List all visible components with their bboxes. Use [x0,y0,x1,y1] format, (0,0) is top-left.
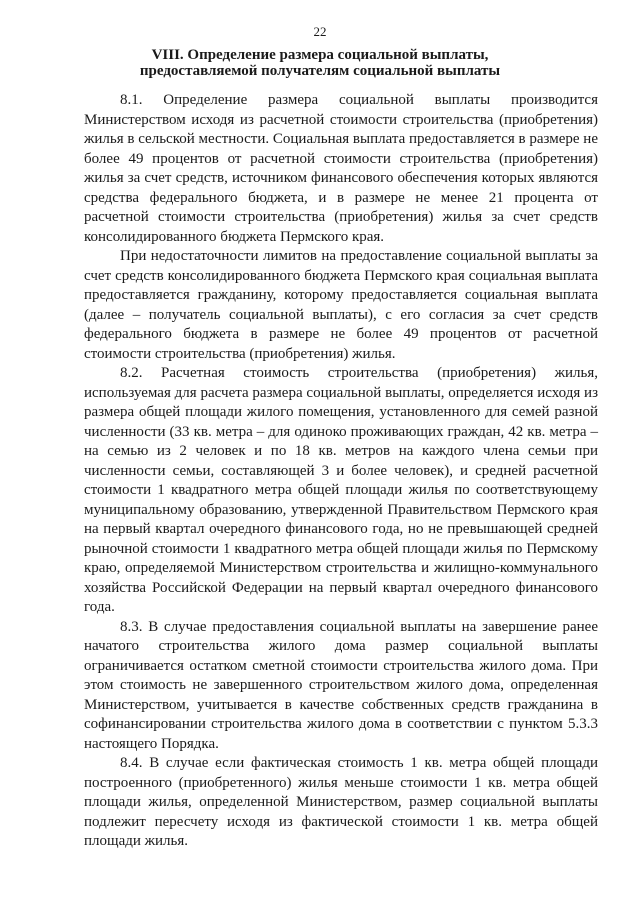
section-title-line-1: VIII. Определение размера социальной выплаты, [151,47,489,63]
paragraph-8-2: 8.2. Расчетная стоимость строительства (приобретения) жилья, используемая для расчета размера социальной выплаты, определяется исходя из размера общей площади жилого помещения, установленного для семей разной численности (33 кв. метра – для одиноко проживающих граждан, 42 кв. метра – на семью из 2 человек и по 18 кв. метров на каждого члена семьи при численности семьи, составляющей 3 и более человек), и средней расчетной стоимости 1 квадратного метра общей площади жилья по соответствующему муниципальному образованию, утвержденной Правительством Пермского края на первый квартал очередного финансового года, но не превышающей средней рыночной стоимости 1 квадратного метра общей площади жилья по Пермскому краю, определяемой Министерством строительства и жилищно-коммунального хозяйства Российской Федерации на первый квартал очередного финансового года. [84,365,598,615]
document-body [84,91,598,852]
section-title-line-2: предоставляемой получателям социальной выплаты [139,63,501,79]
paragraph-8-1-continuation: При недостаточности лимитов на предоставление социальной выплаты за счет средств консолидированного бюджета Пермского края социальная выплата предоставляется гражданину, которому предоставляется социальная выплата (далее – получатель социальной выплаты), с его согласия за счет средств федерального бюджета в размере не более 49 процентов от расчетной стоимости строительства (приобретения) жилья. [84,248,598,362]
section-title [80,47,560,79]
paragraph-8-3: 8.3. В случае предоставления социальной выплаты на завершение ранее начатого строительства жилого дома размер социальной выплаты ограничивается остатком сметной стоимости строительства жилого дома. При этом стоимость не завершенного строительством жилого дома, определенная Министерством, учитывается в качестве собственных средств гражданина в софинансировании строительства жилого дома в соответствии с пунктом 5.3.3 настоящего Порядка. [84,618,598,752]
paragraph-8-1: 8.1. Определение размера социальной выплаты производится Министерством исходя из расчетной стоимости строительства (приобретения) жилья в сельской местности. Социальная выплата предоставляется в размере не более 49 процентов от расчетной стоимости строительства (приобретения) жилья за счет средств, источником финансового обеспечения которых являются средства федерального бюджета, и в размере не менее 21 процента от расчетной стоимости строительства (приобретения) жилья за счет средств консолидированного бюджета Пермского края. [84,92,598,245]
paragraph-8-4: 8.4. В случае если фактическая стоимость 1 кв. метра общей площади построенного (приобретенного) жилья меньше стоимости 1 кв. метра общей площади жилья, определенной Министерством, размер социальной выплаты подлежит пересчету исходя из фактической стоимости 1 кв. метра общей площади жилья. [84,755,598,849]
page-number: 22 [313,24,327,39]
